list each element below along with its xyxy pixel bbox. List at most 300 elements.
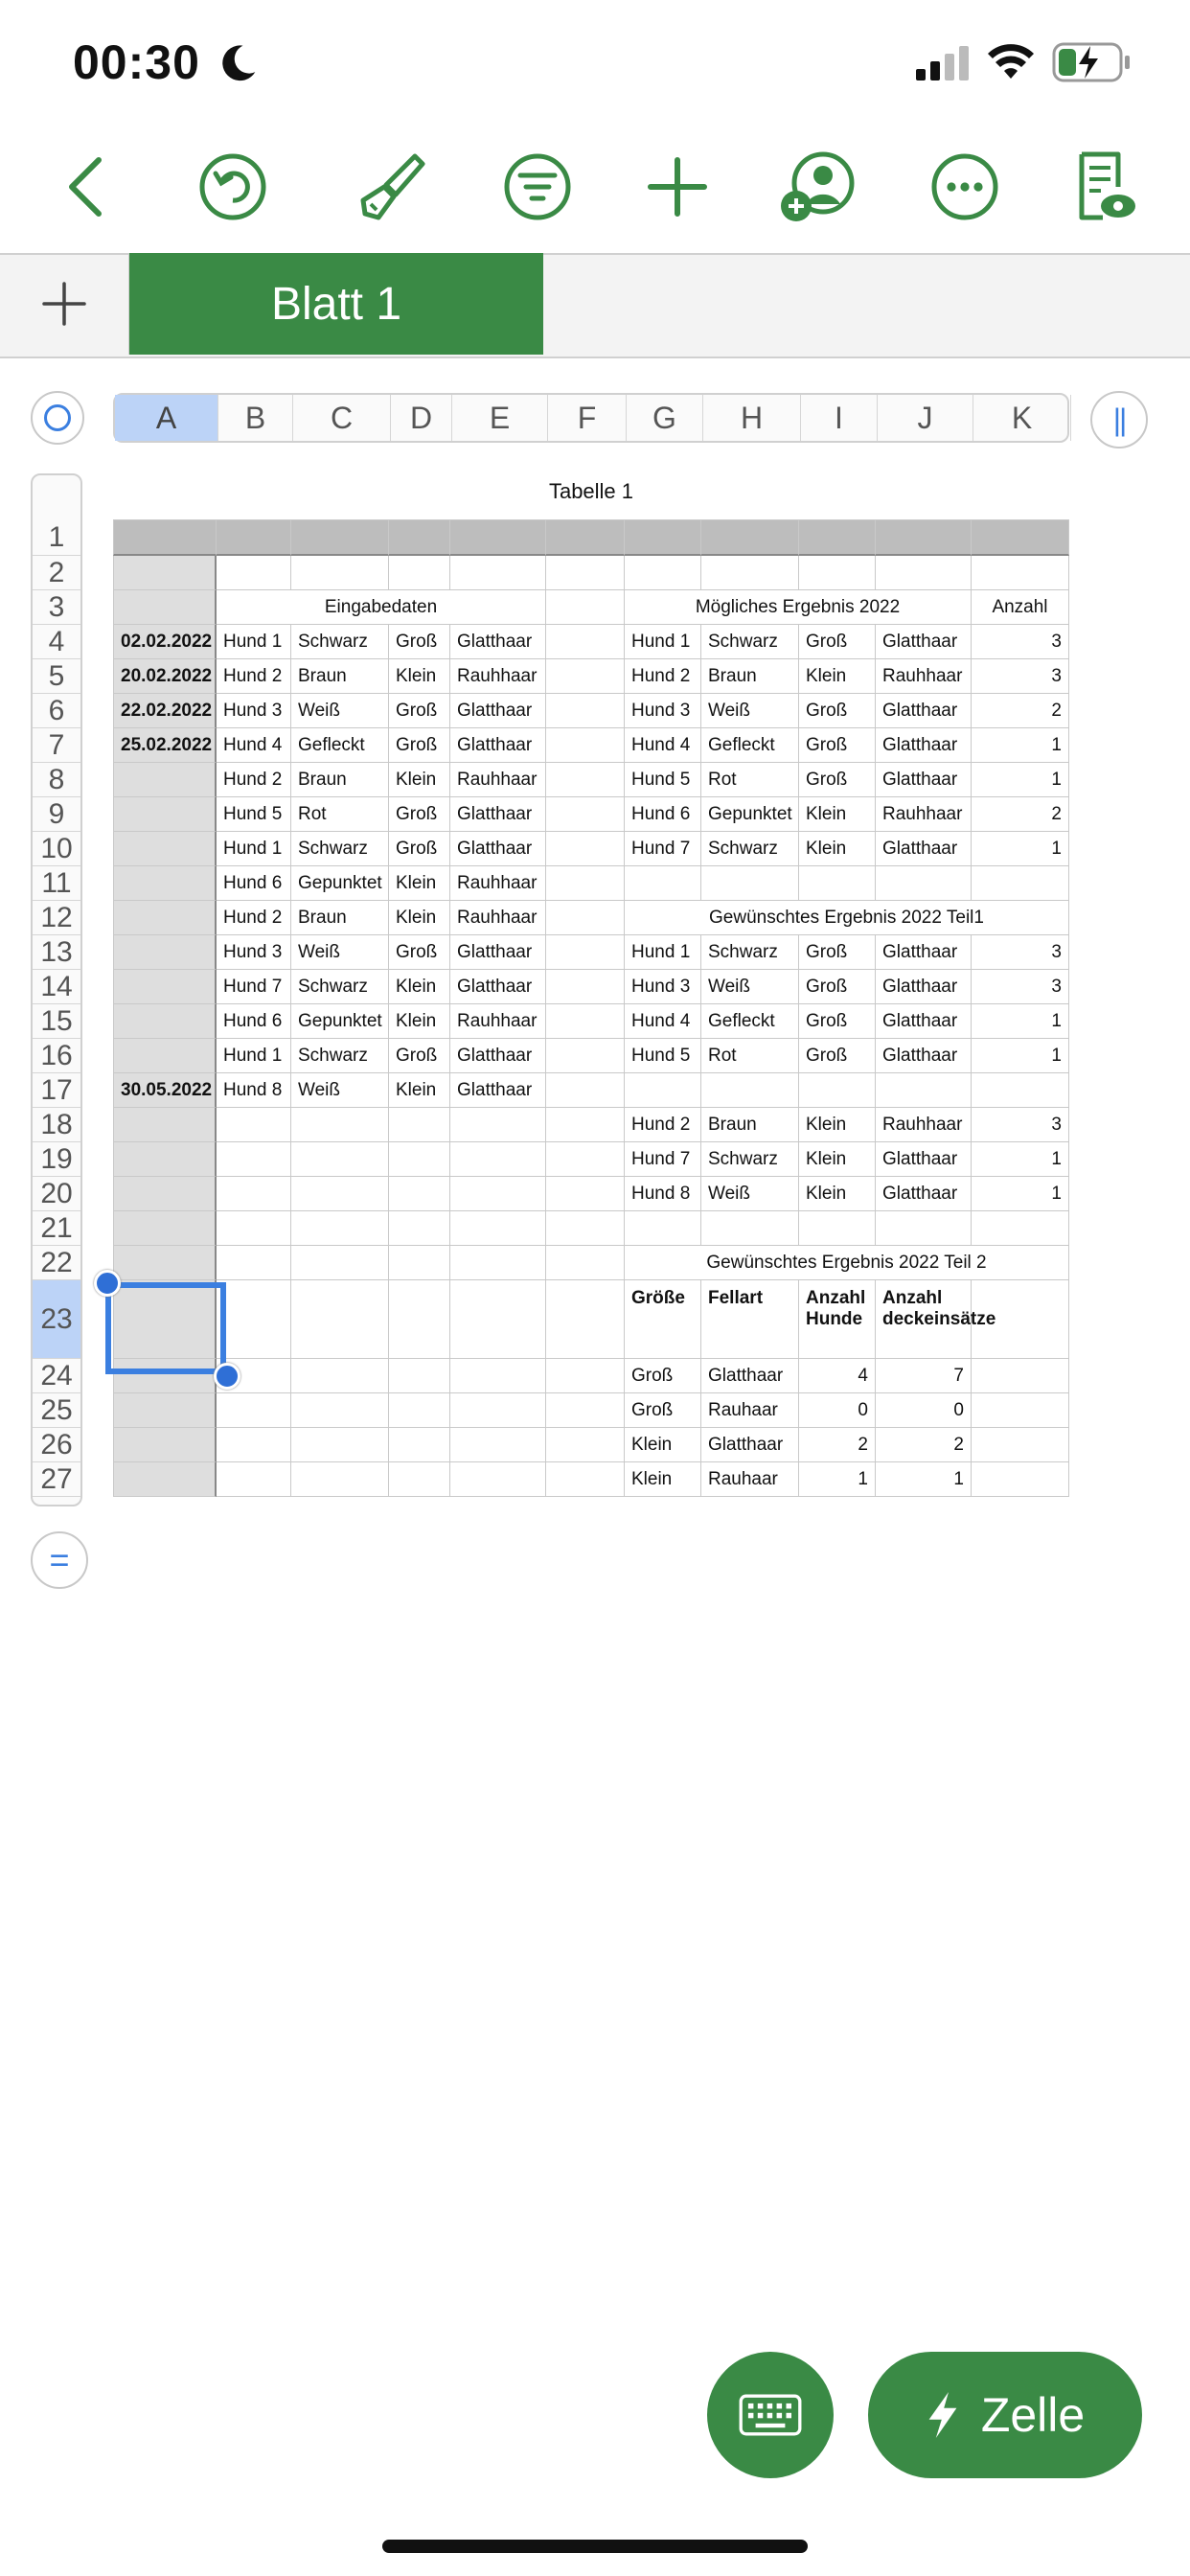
- cell-i25[interactable]: 0: [799, 1393, 876, 1428]
- cell-i16[interactable]: Groß: [799, 1039, 876, 1073]
- cell-k13[interactable]: 3: [972, 935, 1069, 970]
- cell-b21[interactable]: [217, 1211, 291, 1246]
- cell-j8[interactable]: Glatthaar: [876, 763, 972, 797]
- row-header-12[interactable]: 12: [33, 901, 80, 935]
- cell-e2[interactable]: [450, 556, 546, 590]
- cell-a18[interactable]: [113, 1108, 217, 1142]
- cell-c10[interactable]: Schwarz: [291, 832, 389, 866]
- cell-c1[interactable]: [291, 519, 389, 556]
- cell-e10[interactable]: Glatthaar: [450, 832, 546, 866]
- cell-b6[interactable]: Hund 3: [217, 694, 291, 728]
- row-header-24[interactable]: 24: [33, 1359, 80, 1393]
- cell-h16[interactable]: Rot: [701, 1039, 799, 1073]
- row-header-11[interactable]: 11: [33, 866, 80, 901]
- cell-d19[interactable]: [389, 1142, 450, 1177]
- cell-b7[interactable]: Hund 4: [217, 728, 291, 763]
- cell-i18[interactable]: Klein: [799, 1108, 876, 1142]
- cell-i14[interactable]: Groß: [799, 970, 876, 1004]
- cell-d12[interactable]: Klein: [389, 901, 450, 935]
- cell-e15[interactable]: Rauhhaar: [450, 1004, 546, 1039]
- cell-g24[interactable]: Groß: [625, 1359, 701, 1393]
- row-header-20[interactable]: 20: [33, 1177, 80, 1211]
- cell-d7[interactable]: Groß: [389, 728, 450, 763]
- cell-k25[interactable]: [972, 1393, 1069, 1428]
- cell-c25[interactable]: [291, 1393, 389, 1428]
- cell-e7[interactable]: Glatthaar: [450, 728, 546, 763]
- cell-j1[interactable]: [876, 519, 972, 556]
- row-header-1[interactable]: 1: [33, 519, 80, 556]
- cell-a22[interactable]: [113, 1246, 217, 1280]
- cell-k23[interactable]: [972, 1280, 1069, 1359]
- cell-g5[interactable]: Hund 2: [625, 659, 701, 694]
- cell-d4[interactable]: Groß: [389, 625, 450, 659]
- cell-a10[interactable]: [113, 832, 217, 866]
- cell-h9[interactable]: Gepunktet: [701, 797, 799, 832]
- cell-j10[interactable]: Glatthaar: [876, 832, 972, 866]
- cell-b23[interactable]: [217, 1280, 291, 1359]
- cell-g3[interactable]: Mögliches Ergebnis 2022: [625, 590, 972, 625]
- cell-g16[interactable]: Hund 5: [625, 1039, 701, 1073]
- cell-k20[interactable]: 1: [972, 1177, 1069, 1211]
- cell-j6[interactable]: Glatthaar: [876, 694, 972, 728]
- cell-h10[interactable]: Schwarz: [701, 832, 799, 866]
- cell-h15[interactable]: Gefleckt: [701, 1004, 799, 1039]
- cell-c24[interactable]: [291, 1359, 389, 1393]
- cell-f1[interactable]: [546, 519, 625, 556]
- cell-f21[interactable]: [546, 1211, 625, 1246]
- cell-actions-button[interactable]: [868, 2352, 1142, 2478]
- cell-j15[interactable]: Glatthaar: [876, 1004, 972, 1039]
- cell-a17[interactable]: 30.05.2022: [113, 1073, 217, 1108]
- cell-a5[interactable]: 20.02.2022: [113, 659, 217, 694]
- cell-d20[interactable]: [389, 1177, 450, 1211]
- cell-f22[interactable]: [546, 1246, 625, 1280]
- column-header-c[interactable]: C: [293, 395, 391, 441]
- cell-i7[interactable]: Groß: [799, 728, 876, 763]
- cell-h21[interactable]: [701, 1211, 799, 1246]
- cell-e5[interactable]: Rauhhaar: [450, 659, 546, 694]
- row-header-21[interactable]: 21: [33, 1211, 80, 1246]
- cell-d22[interactable]: [389, 1246, 450, 1280]
- cell-j2[interactable]: [876, 556, 972, 590]
- cell-a21[interactable]: [113, 1211, 217, 1246]
- cell-k2[interactable]: [972, 556, 1069, 590]
- cell-d13[interactable]: Groß: [389, 935, 450, 970]
- cell-k14[interactable]: 3: [972, 970, 1069, 1004]
- add-button[interactable]: [634, 144, 721, 230]
- cell-i19[interactable]: Klein: [799, 1142, 876, 1177]
- cell-b3[interactable]: Eingabedaten: [217, 590, 546, 625]
- cell-f9[interactable]: [546, 797, 625, 832]
- cell-f16[interactable]: [546, 1039, 625, 1073]
- cell-b10[interactable]: Hund 1: [217, 832, 291, 866]
- cell-d17[interactable]: Klein: [389, 1073, 450, 1108]
- cell-f12[interactable]: [546, 901, 625, 935]
- cell-e22[interactable]: [450, 1246, 546, 1280]
- add-sheet-button[interactable]: [0, 253, 130, 355]
- cell-f14[interactable]: [546, 970, 625, 1004]
- cell-g2[interactable]: [625, 556, 701, 590]
- column-header-i[interactable]: I: [801, 395, 878, 441]
- cell-c17[interactable]: Weiß: [291, 1073, 389, 1108]
- cell-i23[interactable]: Anzahl Hunde: [799, 1280, 876, 1359]
- cell-b5[interactable]: Hund 2: [217, 659, 291, 694]
- cell-j25[interactable]: 0: [876, 1393, 972, 1428]
- cell-b27[interactable]: [217, 1462, 291, 1497]
- cell-k1[interactable]: [972, 519, 1069, 556]
- cell-h11[interactable]: [701, 866, 799, 901]
- cell-k11[interactable]: [972, 866, 1069, 901]
- cell-e4[interactable]: Glatthaar: [450, 625, 546, 659]
- cell-g4[interactable]: Hund 1: [625, 625, 701, 659]
- row-header-8[interactable]: 8: [33, 763, 80, 797]
- cell-e23[interactable]: [450, 1280, 546, 1359]
- back-button[interactable]: [46, 144, 132, 230]
- cell-g10[interactable]: Hund 7: [625, 832, 701, 866]
- cell-j17[interactable]: [876, 1073, 972, 1108]
- cell-e20[interactable]: [450, 1177, 546, 1211]
- view-button[interactable]: [1060, 144, 1146, 230]
- cell-g7[interactable]: Hund 4: [625, 728, 701, 763]
- cell-k6[interactable]: 2: [972, 694, 1069, 728]
- cell-k26[interactable]: [972, 1428, 1069, 1462]
- cell-k7[interactable]: 1: [972, 728, 1069, 763]
- cell-j23[interactable]: Anzahl deckeinsätze: [876, 1280, 972, 1359]
- cell-j9[interactable]: Rauhhaar: [876, 797, 972, 832]
- cell-k8[interactable]: 1: [972, 763, 1069, 797]
- cell-a11[interactable]: [113, 866, 217, 901]
- column-freeze-button[interactable]: [1090, 391, 1148, 448]
- cell-h4[interactable]: Schwarz: [701, 625, 799, 659]
- cell-h2[interactable]: [701, 556, 799, 590]
- cell-e27[interactable]: [450, 1462, 546, 1497]
- cell-h7[interactable]: Gefleckt: [701, 728, 799, 763]
- cell-i8[interactable]: Groß: [799, 763, 876, 797]
- cell-b25[interactable]: [217, 1393, 291, 1428]
- row-header-18[interactable]: 18: [33, 1108, 80, 1142]
- cell-f7[interactable]: [546, 728, 625, 763]
- cell-f11[interactable]: [546, 866, 625, 901]
- cell-g17[interactable]: [625, 1073, 701, 1108]
- cell-a4[interactable]: 02.02.2022: [113, 625, 217, 659]
- cell-b2[interactable]: [217, 556, 291, 590]
- cell-i21[interactable]: [799, 1211, 876, 1246]
- row-header-7[interactable]: 7: [33, 728, 80, 763]
- cell-b15[interactable]: Hund 6: [217, 1004, 291, 1039]
- cell-d18[interactable]: [389, 1108, 450, 1142]
- cell-h13[interactable]: Schwarz: [701, 935, 799, 970]
- cell-i15[interactable]: Groß: [799, 1004, 876, 1039]
- cell-f13[interactable]: [546, 935, 625, 970]
- cell-a26[interactable]: [113, 1428, 217, 1462]
- cell-b17[interactable]: Hund 8: [217, 1073, 291, 1108]
- cell-f20[interactable]: [546, 1177, 625, 1211]
- cell-b26[interactable]: [217, 1428, 291, 1462]
- cell-d27[interactable]: [389, 1462, 450, 1497]
- cell-f17[interactable]: [546, 1073, 625, 1108]
- cell-g18[interactable]: Hund 2: [625, 1108, 701, 1142]
- cell-c6[interactable]: Weiß: [291, 694, 389, 728]
- cell-j24[interactable]: 7: [876, 1359, 972, 1393]
- column-header-g[interactable]: G: [627, 395, 703, 441]
- cell-d6[interactable]: Groß: [389, 694, 450, 728]
- row-header-23[interactable]: 23: [33, 1280, 80, 1359]
- format-button[interactable]: [349, 144, 435, 230]
- cell-h1[interactable]: [701, 519, 799, 556]
- row-header-5[interactable]: 5: [33, 659, 80, 694]
- row-header-13[interactable]: 13: [33, 935, 80, 970]
- cell-g26[interactable]: Klein: [625, 1428, 701, 1462]
- cell-j26[interactable]: 2: [876, 1428, 972, 1462]
- cell-f19[interactable]: [546, 1142, 625, 1177]
- cell-c21[interactable]: [291, 1211, 389, 1246]
- cell-h5[interactable]: Braun: [701, 659, 799, 694]
- cell-a15[interactable]: [113, 1004, 217, 1039]
- cell-h26[interactable]: Glatthaar: [701, 1428, 799, 1462]
- cell-e14[interactable]: Glatthaar: [450, 970, 546, 1004]
- cell-h14[interactable]: Weiß: [701, 970, 799, 1004]
- cell-g15[interactable]: Hund 4: [625, 1004, 701, 1039]
- column-header-e[interactable]: E: [452, 395, 548, 441]
- cell-c11[interactable]: Gepunktet: [291, 866, 389, 901]
- cell-b22[interactable]: [217, 1246, 291, 1280]
- cell-e1[interactable]: [450, 519, 546, 556]
- cell-k15[interactable]: 1: [972, 1004, 1069, 1039]
- keyboard-button[interactable]: [707, 2352, 834, 2478]
- cell-a14[interactable]: [113, 970, 217, 1004]
- cell-a2[interactable]: [113, 556, 217, 590]
- cell-c12[interactable]: Braun: [291, 901, 389, 935]
- cell-f10[interactable]: [546, 832, 625, 866]
- cell-h23[interactable]: Fellart: [701, 1280, 799, 1359]
- cell-i20[interactable]: Klein: [799, 1177, 876, 1211]
- cell-d26[interactable]: [389, 1428, 450, 1462]
- row-header-27[interactable]: 27: [33, 1462, 80, 1497]
- undo-button[interactable]: [190, 144, 276, 230]
- cell-k5[interactable]: 3: [972, 659, 1069, 694]
- cell-c14[interactable]: Schwarz: [291, 970, 389, 1004]
- cell-c16[interactable]: Schwarz: [291, 1039, 389, 1073]
- cell-b16[interactable]: Hund 1: [217, 1039, 291, 1073]
- cell-e19[interactable]: [450, 1142, 546, 1177]
- cell-b11[interactable]: Hund 6: [217, 866, 291, 901]
- cell-j16[interactable]: Glatthaar: [876, 1039, 972, 1073]
- cell-c13[interactable]: Weiß: [291, 935, 389, 970]
- cell-c22[interactable]: [291, 1246, 389, 1280]
- cell-c23[interactable]: [291, 1280, 389, 1359]
- cell-a20[interactable]: [113, 1177, 217, 1211]
- cell-h24[interactable]: Glatthaar: [701, 1359, 799, 1393]
- cell-b13[interactable]: Hund 3: [217, 935, 291, 970]
- cell-e21[interactable]: [450, 1211, 546, 1246]
- cell-j27[interactable]: 1: [876, 1462, 972, 1497]
- cell-k21[interactable]: [972, 1211, 1069, 1246]
- cell-b8[interactable]: Hund 2: [217, 763, 291, 797]
- cell-f15[interactable]: [546, 1004, 625, 1039]
- cell-a1[interactable]: [113, 519, 217, 556]
- cell-e12[interactable]: Rauhhaar: [450, 901, 546, 935]
- column-header-f[interactable]: F: [548, 395, 627, 441]
- cell-f24[interactable]: [546, 1359, 625, 1393]
- cell-i13[interactable]: Groß: [799, 935, 876, 970]
- cell-g20[interactable]: Hund 8: [625, 1177, 701, 1211]
- cell-e24[interactable]: [450, 1359, 546, 1393]
- cell-e13[interactable]: Glatthaar: [450, 935, 546, 970]
- cell-f23[interactable]: [546, 1280, 625, 1359]
- cell-g25[interactable]: Groß: [625, 1393, 701, 1428]
- column-header-h[interactable]: H: [703, 395, 801, 441]
- cell-a25[interactable]: [113, 1393, 217, 1428]
- cell-g12[interactable]: Gewünschtes Ergebnis 2022 Teil1: [625, 901, 1069, 935]
- cell-c2[interactable]: [291, 556, 389, 590]
- cell-f6[interactable]: [546, 694, 625, 728]
- table-title[interactable]: Tabelle 1: [548, 479, 634, 503]
- cell-e26[interactable]: [450, 1428, 546, 1462]
- row-header-2[interactable]: 2: [33, 556, 80, 590]
- cell-d14[interactable]: Klein: [389, 970, 450, 1004]
- cell-c26[interactable]: [291, 1428, 389, 1462]
- cell-d24[interactable]: [389, 1359, 450, 1393]
- cell-i17[interactable]: [799, 1073, 876, 1108]
- cell-f26[interactable]: [546, 1428, 625, 1462]
- cell-c27[interactable]: [291, 1462, 389, 1497]
- cell-b19[interactable]: [217, 1142, 291, 1177]
- cell-j18[interactable]: Rauhhaar: [876, 1108, 972, 1142]
- row-header-15[interactable]: 15: [33, 1004, 80, 1039]
- row-header-25[interactable]: 25: [33, 1393, 80, 1428]
- cell-g6[interactable]: Hund 3: [625, 694, 701, 728]
- cell-j19[interactable]: Glatthaar: [876, 1142, 972, 1177]
- cell-k9[interactable]: 2: [972, 797, 1069, 832]
- cell-e8[interactable]: Rauhhaar: [450, 763, 546, 797]
- cell-e9[interactable]: Glatthaar: [450, 797, 546, 832]
- cell-d8[interactable]: Klein: [389, 763, 450, 797]
- cell-c18[interactable]: [291, 1108, 389, 1142]
- cell-b1[interactable]: [217, 519, 291, 556]
- cell-f8[interactable]: [546, 763, 625, 797]
- cell-f18[interactable]: [546, 1108, 625, 1142]
- cell-i26[interactable]: 2: [799, 1428, 876, 1462]
- cell-g14[interactable]: Hund 3: [625, 970, 701, 1004]
- cell-e17[interactable]: Glatthaar: [450, 1073, 546, 1108]
- cell-k27[interactable]: [972, 1462, 1069, 1497]
- cell-j13[interactable]: Glatthaar: [876, 935, 972, 970]
- cell-k16[interactable]: 1: [972, 1039, 1069, 1073]
- row-header-22[interactable]: 22: [33, 1246, 80, 1280]
- cell-a16[interactable]: [113, 1039, 217, 1073]
- cell-f5[interactable]: [546, 659, 625, 694]
- cell-a7[interactable]: 25.02.2022: [113, 728, 217, 763]
- selection-handle-bottom[interactable]: [214, 1363, 240, 1390]
- cell-i2[interactable]: [799, 556, 876, 590]
- cell-b14[interactable]: Hund 7: [217, 970, 291, 1004]
- cell-j14[interactable]: Glatthaar: [876, 970, 972, 1004]
- cell-h19[interactable]: Schwarz: [701, 1142, 799, 1177]
- cell-d11[interactable]: Klein: [389, 866, 450, 901]
- cell-b4[interactable]: Hund 1: [217, 625, 291, 659]
- cell-a9[interactable]: [113, 797, 217, 832]
- cell-i27[interactable]: 1: [799, 1462, 876, 1497]
- cell-j4[interactable]: Glatthaar: [876, 625, 972, 659]
- cell-i9[interactable]: Klein: [799, 797, 876, 832]
- cell-h25[interactable]: Rauhaar: [701, 1393, 799, 1428]
- row-header-26[interactable]: 26: [33, 1428, 80, 1462]
- cell-e18[interactable]: [450, 1108, 546, 1142]
- cell-i1[interactable]: [799, 519, 876, 556]
- cell-c5[interactable]: Braun: [291, 659, 389, 694]
- more-button[interactable]: [922, 144, 1008, 230]
- cell-e16[interactable]: Glatthaar: [450, 1039, 546, 1073]
- row-header-6[interactable]: 6: [33, 694, 80, 728]
- cell-a27[interactable]: [113, 1462, 217, 1497]
- cell-h17[interactable]: [701, 1073, 799, 1108]
- cell-c9[interactable]: Rot: [291, 797, 389, 832]
- cell-selection-box[interactable]: [105, 1282, 226, 1374]
- cell-a6[interactable]: 22.02.2022: [113, 694, 217, 728]
- cell-k19[interactable]: 1: [972, 1142, 1069, 1177]
- cell-b12[interactable]: Hund 2: [217, 901, 291, 935]
- cell-j20[interactable]: Glatthaar: [876, 1177, 972, 1211]
- cell-b20[interactable]: [217, 1177, 291, 1211]
- cell-i11[interactable]: [799, 866, 876, 901]
- row-header-3[interactable]: 3: [33, 590, 80, 625]
- column-header-a[interactable]: A: [115, 395, 218, 441]
- cell-a19[interactable]: [113, 1142, 217, 1177]
- cell-a13[interactable]: [113, 935, 217, 970]
- cell-k18[interactable]: 3: [972, 1108, 1069, 1142]
- cell-h6[interactable]: Weiß: [701, 694, 799, 728]
- row-header-10[interactable]: 10: [33, 832, 80, 866]
- cell-d1[interactable]: [389, 519, 450, 556]
- cell-d9[interactable]: Groß: [389, 797, 450, 832]
- cell-f27[interactable]: [546, 1462, 625, 1497]
- cell-d21[interactable]: [389, 1211, 450, 1246]
- cell-j11[interactable]: [876, 866, 972, 901]
- cell-i4[interactable]: Groß: [799, 625, 876, 659]
- cell-d15[interactable]: Klein: [389, 1004, 450, 1039]
- row-header-19[interactable]: 19: [33, 1142, 80, 1177]
- cell-c19[interactable]: [291, 1142, 389, 1177]
- cell-f4[interactable]: [546, 625, 625, 659]
- cell-k24[interactable]: [972, 1359, 1069, 1393]
- cell-k17[interactable]: [972, 1073, 1069, 1108]
- sheet-tab-blatt-1[interactable]: Blatt 1: [129, 253, 543, 355]
- cell-j7[interactable]: Glatthaar: [876, 728, 972, 763]
- filter-button[interactable]: [494, 144, 581, 230]
- cell-k4[interactable]: 3: [972, 625, 1069, 659]
- cell-g23[interactable]: Größe: [625, 1280, 701, 1359]
- cell-a12[interactable]: [113, 901, 217, 935]
- cell-d10[interactable]: Groß: [389, 832, 450, 866]
- cell-e11[interactable]: Rauhhaar: [450, 866, 546, 901]
- cell-g19[interactable]: Hund 7: [625, 1142, 701, 1177]
- row-header-16[interactable]: 16: [33, 1039, 80, 1073]
- cell-k10[interactable]: 1: [972, 832, 1069, 866]
- row-freeze-button[interactable]: [31, 1531, 88, 1589]
- cell-c20[interactable]: [291, 1177, 389, 1211]
- column-header-k[interactable]: K: [973, 395, 1071, 441]
- cell-d25[interactable]: [389, 1393, 450, 1428]
- cell-h27[interactable]: Rauhaar: [701, 1462, 799, 1497]
- row-header-17[interactable]: 17: [33, 1073, 80, 1108]
- cell-g9[interactable]: Hund 6: [625, 797, 701, 832]
- cell-d23[interactable]: [389, 1280, 450, 1359]
- cell-g27[interactable]: Klein: [625, 1462, 701, 1497]
- cell-c8[interactable]: Braun: [291, 763, 389, 797]
- cell-h8[interactable]: Rot: [701, 763, 799, 797]
- cell-g21[interactable]: [625, 1211, 701, 1246]
- row-header-9[interactable]: 9: [33, 797, 80, 832]
